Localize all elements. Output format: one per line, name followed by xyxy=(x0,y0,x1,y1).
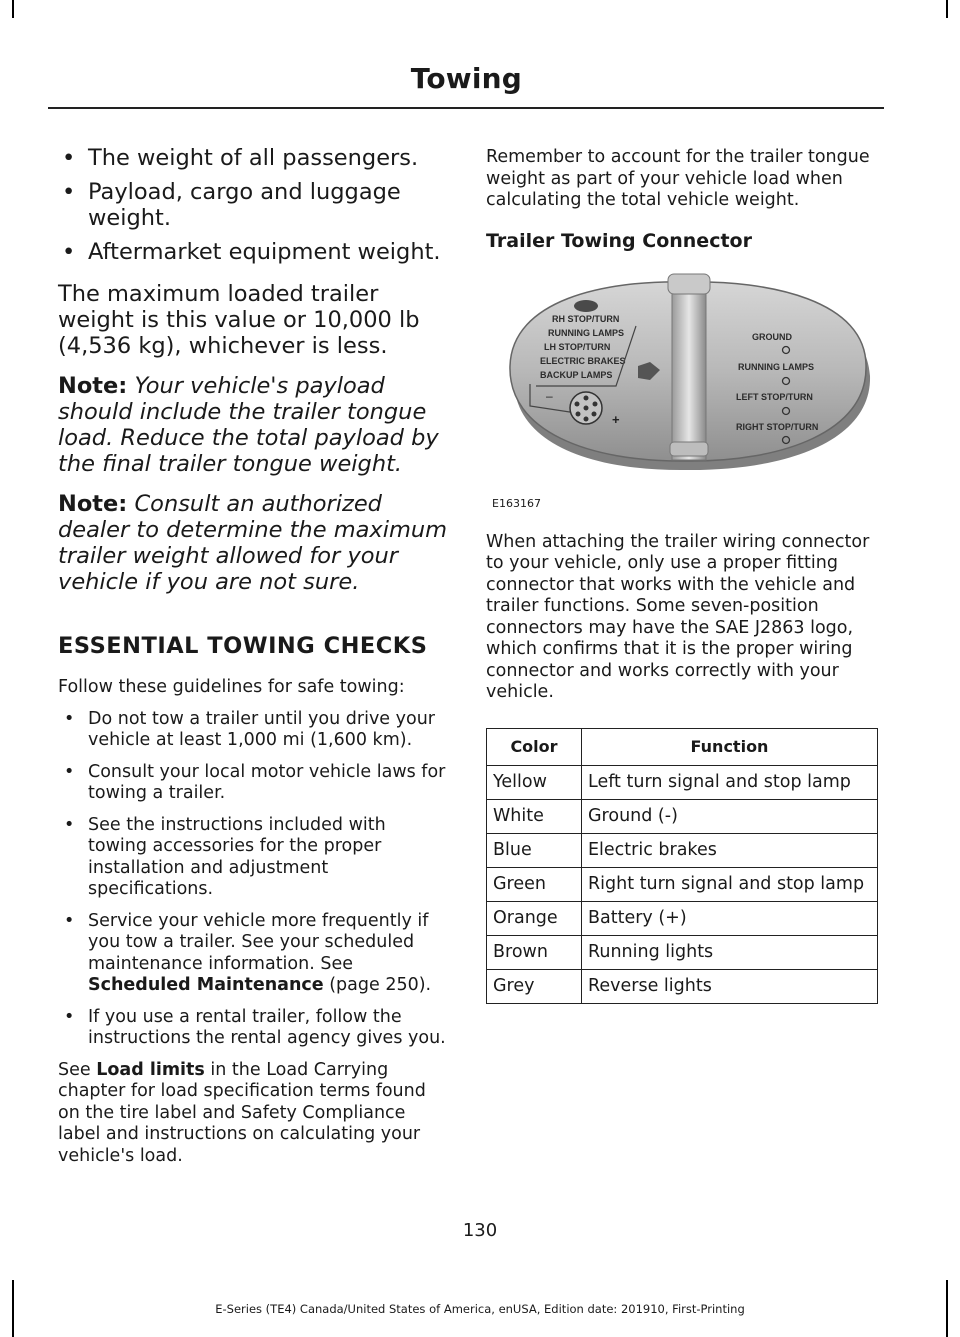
intro-paragraph: Follow these guidelines for safe towing: xyxy=(58,677,405,697)
connector-label-right: RIGHT STOP/TURN xyxy=(736,421,819,432)
color-cell: White xyxy=(487,799,582,833)
connector-label-left: BACKUP LAMPS xyxy=(540,369,613,380)
list-item: • See the instructions included with towing accessories for the proper installation and adjustment specifications. xyxy=(58,815,450,901)
color-cell: Orange xyxy=(487,901,582,935)
table-row xyxy=(487,833,878,867)
list-item: • Consult your local motor vehicle laws for towing a trailer. xyxy=(58,762,450,805)
towing-checks-list xyxy=(58,709,450,1050)
para-suffix: in the Load Carrying chapter for load specification terms found on the tire label and Safety Compliance label and instructions on calculating your vehicle's load. xyxy=(58,1059,426,1166)
load-limits-paragraph xyxy=(58,1060,450,1168)
table-row xyxy=(487,969,878,1003)
list-item: • The weight of all passengers. xyxy=(58,145,450,171)
function-cell: Running lights xyxy=(582,935,878,969)
page-title: Towing xyxy=(410,62,522,95)
function-cell: Battery (+) xyxy=(582,901,878,935)
connector-label-left: RH STOP/TURN xyxy=(552,313,620,324)
list-item: • Payload, cargo and luggage weight. xyxy=(58,179,450,231)
function-cell: Left turn signal and stop lamp xyxy=(582,765,878,799)
table-row xyxy=(487,867,878,901)
function-cell: Electric brakes xyxy=(582,833,878,867)
color-cell: Yellow xyxy=(487,765,582,799)
connector-label-left: ELECTRIC BRAKES xyxy=(540,355,626,366)
function-cell: Reverse lights xyxy=(582,969,878,1003)
connector-label-right: LEFT STOP/TURN xyxy=(736,391,813,402)
minus-sign: – xyxy=(546,388,553,403)
color-cell: Green xyxy=(487,867,582,901)
color-cell: Blue xyxy=(487,833,582,867)
list-item: • Aftermarket equipment weight. xyxy=(58,239,450,265)
connector-label-right: GROUND xyxy=(752,331,792,342)
note-dealer xyxy=(58,491,450,595)
note-label: Note: xyxy=(58,491,128,517)
connector-heading: Trailer Towing Connector xyxy=(486,229,752,252)
item-text: Service your vehicle more frequently if you tow a trailer. See your scheduled maintenance information. See xyxy=(88,910,429,974)
list-item: • If you use a rental trailer, follow the instructions the rental agency gives you. xyxy=(58,1007,450,1050)
para-prefix: See xyxy=(58,1059,97,1080)
wiring-paragraph: When attaching the trailer wiring connector to your vehicle, only use a proper fitting connector that works with the vehicle and trailer functions. Some seven-position connectors may have the SAE J2863 logo, which confirms that it is the proper wiring connector and works correctly with your vehicle. xyxy=(486,531,870,702)
function-cell: Ground (-) xyxy=(582,799,878,833)
max-weight-paragraph: The maximum loaded trailer weight is this value or 10,000 lb (4,536 kg), whichever is less. xyxy=(58,281,420,359)
column-header-color: Color xyxy=(487,728,582,765)
header-divider xyxy=(48,107,884,109)
crop-mark-top-left-v xyxy=(12,0,14,18)
note-payload xyxy=(58,373,450,477)
load-limits-link[interactable]: Load limits xyxy=(96,1059,205,1080)
table-row xyxy=(487,901,878,935)
weight-bullet-list xyxy=(58,145,450,265)
table-row xyxy=(487,799,878,833)
plus-sign: + xyxy=(612,411,620,427)
tongue-weight-paragraph: Remember to account for the trailer tongue weight as part of your vehicle load when calculating the total vehicle weight. xyxy=(486,147,870,210)
table-header-row xyxy=(487,728,878,765)
column-header-function: Function xyxy=(582,728,878,765)
connector-label-left: LH STOP/TURN xyxy=(544,341,611,352)
page-number: 130 xyxy=(462,1220,498,1241)
color-cell: Grey xyxy=(487,969,582,1003)
wiring-color-table xyxy=(486,728,878,1004)
item-suffix: (page 250). xyxy=(323,975,432,995)
section-heading: ESSENTIAL TOWING CHECKS xyxy=(58,633,428,659)
table-row xyxy=(487,765,878,799)
crop-mark-top-right-v xyxy=(946,0,948,18)
color-cell: Brown xyxy=(487,935,582,969)
connector-label-left: RUNNING LAMPS xyxy=(548,327,624,338)
trailer-connector-illustration xyxy=(486,266,880,516)
scheduled-maintenance-link[interactable]: Scheduled Maintenance xyxy=(88,975,324,995)
function-cell: Right turn signal and stop lamp xyxy=(582,867,878,901)
note-label: Note: xyxy=(58,373,128,399)
trailer-connector-figure xyxy=(486,266,880,516)
table-row xyxy=(487,935,878,969)
right-column xyxy=(486,145,880,1004)
figure-code: E163167 xyxy=(492,496,541,510)
connector-label-right: RUNNING LAMPS xyxy=(738,361,814,372)
note-text: Consult an authorized dealer to determine the maximum trailer weight allowed for your vehicle if you are not sure. xyxy=(58,491,448,595)
left-column xyxy=(58,145,450,1167)
edition-footer: E-Series (TE4) Canada/United States of America, enUSA, Edition date: 201910, First-Printing xyxy=(215,1302,745,1316)
list-item: • Do not tow a trailer until you drive your vehicle at least 1,000 mi (1,600 km). xyxy=(58,709,450,752)
note-text: Your vehicle's payload should include the trailer tongue load. Reduce the total payload by the final trailer tongue weight. xyxy=(58,373,439,477)
list-item xyxy=(58,911,450,997)
